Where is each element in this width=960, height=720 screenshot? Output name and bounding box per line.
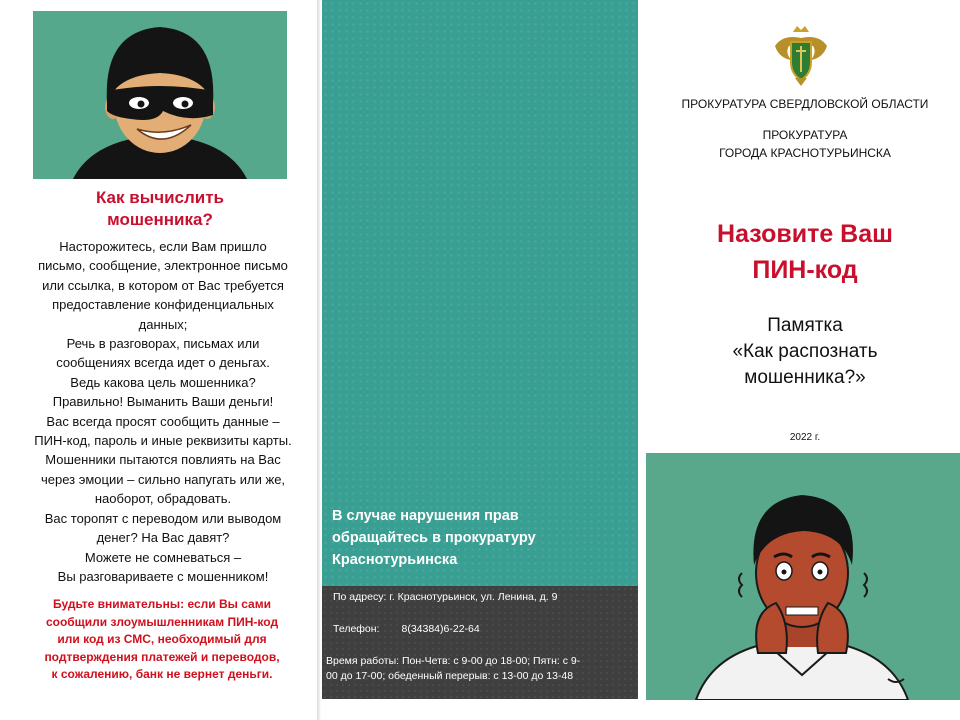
- scared-man-illustration: [646, 453, 960, 700]
- org-subname-line: ПРОКУРАТУРА: [762, 128, 848, 142]
- body-line: через эмоции – сильно напугать или же,: [40, 471, 286, 487]
- warning-line: подтверждения платежей и переводов,: [44, 649, 280, 664]
- hours-line: Время работы: Пон-Четв: с 9-00 до 18-00; Пятн: с 9-: [326, 655, 581, 667]
- contact-heading-line: Краснотурьинска: [332, 552, 458, 568]
- warning-line: Будьте внимательны: если Вы сами: [53, 597, 271, 611]
- body-line: предоставление конфиденциальных: [52, 297, 274, 313]
- contact-heading: [332, 505, 628, 571]
- column-divider: [317, 0, 321, 720]
- body-line: Насторожитесь, если Вам пришло: [59, 239, 267, 254]
- memo-line: мошенника?»: [744, 367, 866, 388]
- org-subname-line: ГОРОДА КРАСНОТУРЬИНСКА: [719, 146, 891, 160]
- body-line: или ссылка, в котором от Вас требуется: [42, 277, 284, 293]
- main-title-line: ПИН-код: [752, 256, 858, 284]
- body-line: Речь в разговорах, письмах или: [66, 336, 260, 352]
- contact-heading-line: В случае нарушения прав: [332, 508, 519, 524]
- left-body-text: [10, 237, 316, 586]
- phone-value: 8(34384)6-22-64: [401, 623, 480, 635]
- warning-line: или код из СМС, необходимый для: [57, 632, 267, 646]
- memo-line: «Как распознать: [732, 341, 878, 362]
- contact-heading-line: обращайтесь в прокуратуру: [332, 530, 536, 546]
- contact-phone: [333, 622, 480, 637]
- phone-label: Телефон:: [333, 623, 380, 635]
- warning-line: сообщили злоумышленникам ПИН-код: [45, 614, 279, 629]
- body-line: Вы разговариваете с мошенником!: [57, 568, 269, 584]
- body-line: денег? На Вас давят?: [96, 530, 230, 546]
- left-title-line: мошенника?: [107, 210, 213, 229]
- org-subname: [650, 126, 960, 162]
- left-section-title: [20, 187, 300, 231]
- warning-text: [12, 596, 312, 684]
- warning-line: к сожалению, банк не вернет деньги.: [51, 667, 273, 681]
- body-line: данных;: [138, 316, 188, 332]
- org-name: ПРОКУРАТУРА СВЕРДЛОВСКОЙ ОБЛАСТИ: [681, 97, 929, 111]
- body-line: Правильно! Выманить Ваши деньги!: [52, 394, 274, 410]
- contact-hours: [326, 654, 636, 684]
- body-line: наоборот, обрадовать.: [94, 491, 232, 507]
- contact-address: По адресу: г. Краснотурьинск, ул. Ленина, д. 9: [333, 591, 558, 603]
- emblem-icon: [771, 24, 831, 86]
- body-line: сообщениях всегда идет о деньгах.: [56, 355, 270, 371]
- body-line: Мошенники пытаются повлиять на Вас: [45, 452, 281, 468]
- teal-panel: [322, 0, 638, 586]
- body-line: ПИН-код, пароль и иные реквизиты карты.: [34, 433, 292, 449]
- memo-line: Памятка: [767, 315, 843, 336]
- left-title-line: Как вычислить: [95, 188, 225, 207]
- memo-subtitle: [650, 313, 960, 391]
- year-label: 2022 г.: [789, 432, 821, 443]
- body-line: Вас торопят с переводом или выводом: [44, 510, 282, 526]
- main-title-line: Назовите Ваш: [717, 220, 893, 248]
- thief-icon: [33, 11, 287, 179]
- body-line: Можете не сомневаться –: [84, 549, 242, 565]
- thief-illustration: [33, 11, 287, 179]
- scared-man-icon: [646, 453, 960, 700]
- main-title: [650, 216, 960, 288]
- body-line: письмо, сообщение, электронное письмо: [38, 258, 288, 274]
- hours-line: 00 до 17-00; обеденный перерыв: с 13-00 до 13-48: [326, 670, 574, 682]
- body-line: Ведь какова цель мошенника?: [70, 374, 256, 390]
- body-line: Вас всегда просят сообщить данные –: [46, 413, 280, 429]
